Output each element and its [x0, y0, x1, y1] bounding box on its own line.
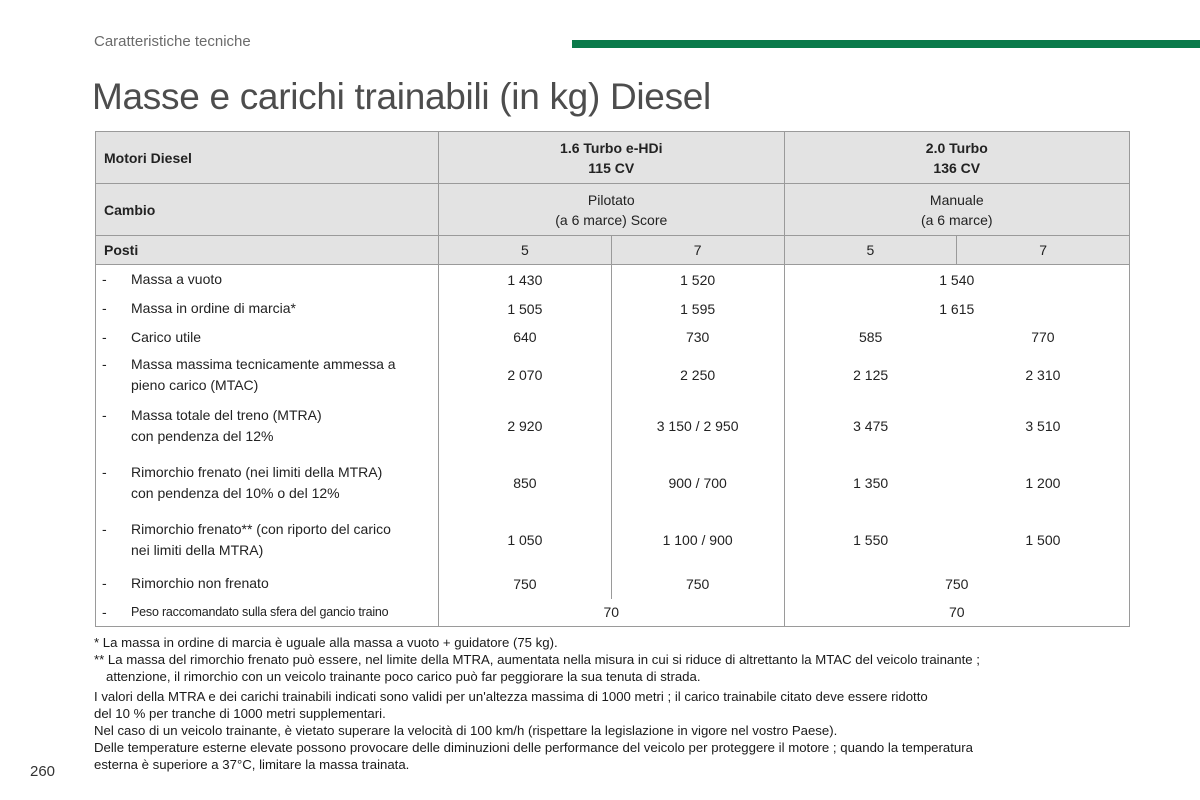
footnote-1: * La massa in ordine di marcia è uguale alla massa a vuoto + guidatore (75 kg).: [94, 635, 558, 650]
row-label: Massa a vuoto: [131, 271, 223, 288]
row-value: 1 550: [853, 532, 889, 548]
row-value: 2 070: [439, 352, 612, 398]
bullet-dash: -: [102, 575, 107, 591]
note-paragraph: Nel caso di un veicolo trainante, è vietato superare la velocità di 100 km/h (rispettare la legislazione in vigore nel vostro Paese).: [94, 723, 838, 738]
bullet-dash: -: [102, 271, 107, 288]
engine-col-1: [439, 132, 785, 184]
note-paragraph: Delle temperature esterne elevate possono provocare delle diminuzioni delle performance del veicolo per proteggere il motore ; quando la temperatura: [94, 740, 973, 755]
row-value: 770: [957, 323, 1130, 352]
gearbox-row: [96, 184, 1130, 236]
row-label: Rimorchio frenato** (con riporto del carico: [131, 521, 391, 537]
row-value: 3 510: [957, 398, 1130, 455]
bullet-dash: -: [102, 355, 107, 372]
row-value: 750: [439, 569, 612, 599]
row-label: nei limiti della MTRA): [131, 542, 264, 558]
bullet-dash: -: [102, 328, 107, 345]
section-label: Caratteristiche tecniche: [94, 33, 251, 50]
seats-row: [96, 236, 1130, 265]
row-value: 70: [439, 599, 785, 627]
row-label: Massa in ordine di marcia*: [131, 300, 296, 316]
row-value: 1 350: [853, 475, 889, 491]
row-label: Rimorchio frenato (nei limiti della MTRA): [131, 464, 383, 480]
page-title: Masse e carichi trainabili (in kg) Diesel: [92, 76, 711, 117]
note-paragraph: del 10 % per tranche di 1000 metri supplementari.: [94, 706, 386, 721]
bullet-dash: -: [102, 300, 107, 316]
row-label: Massa totale del treno (MTRA): [131, 407, 322, 423]
engine-label: Motori Diesel: [96, 132, 439, 184]
table-row: [96, 398, 1130, 455]
gearbox-col-1: [439, 184, 785, 236]
row-label: Peso raccomandato sulla sfera del gancio traino: [131, 604, 389, 619]
row-value: 3 475: [853, 418, 889, 434]
row-value: 2 310: [957, 352, 1130, 398]
row-value: 1 520: [611, 265, 784, 295]
engine-col-2-power: 136 CV: [933, 159, 981, 176]
row-label: con pendenza del 12%: [131, 428, 274, 444]
table-row: [96, 599, 1130, 627]
row-value: 1 100 / 900: [611, 512, 784, 569]
note-paragraph: I valori della MTRA e dei carichi trainabili indicati sono validi per un'altezza massima di 1000 metri ; il carico trainabile citato deve essere ridotto: [94, 689, 928, 704]
row-label: Carico utile: [131, 328, 202, 345]
engine-row: [96, 132, 1130, 184]
row-label: con pendenza del 10% o del 12%: [131, 485, 340, 501]
row-value: 850: [439, 455, 612, 512]
row-value: 2 920: [439, 398, 612, 455]
footnote-2: ** La massa del rimorchio frenato può essere, nel limite della MTRA, aumentata nella misura in cui si riduce di altrettanto la MTAC del veicolo trainante ;: [94, 652, 980, 667]
seats-value: 7: [611, 236, 784, 265]
row-value: 1 505: [439, 295, 612, 323]
footnote-2-continued: attenzione, il rimorchio con un veicolo trainante poco carico può far peggiorare la sua tenuta di strada.: [106, 669, 701, 684]
engine-col-1-name: 1.6 Turbo e-HDi: [560, 139, 663, 156]
gearbox-col-1-detail: (a 6 marce) Score: [555, 211, 668, 228]
table-row: [96, 295, 1130, 323]
table-row: [96, 265, 1130, 295]
gearbox-col-2: [784, 184, 1130, 236]
row-value: 2 250: [611, 352, 784, 398]
seats-value: 5: [439, 236, 612, 265]
seats-label: Posti: [96, 236, 439, 265]
gearbox-label: Cambio: [96, 184, 439, 236]
seats-value: 5: [784, 236, 957, 265]
row-value: 1 430: [439, 265, 612, 295]
engine-col-2: [784, 132, 1130, 184]
gearbox-col-2-type: Manuale: [929, 191, 984, 208]
bullet-dash: -: [102, 407, 107, 423]
row-value: 1 595: [611, 295, 784, 323]
gearbox-col-2-detail: (a 6 marce): [920, 211, 993, 228]
row-value: 70: [784, 599, 1130, 627]
mass-table: [95, 131, 1130, 627]
row-value: 3 150 / 2 950: [611, 398, 784, 455]
row-label: Rimorchio non frenato: [131, 575, 269, 591]
row-value: 730: [611, 323, 784, 352]
footnotes: [94, 634, 1124, 773]
row-value: 1 500: [957, 512, 1130, 569]
page-number: 260: [30, 763, 56, 780]
seats-value: 7: [957, 236, 1130, 265]
row-value: 640: [439, 323, 612, 352]
gearbox-col-1-type: Pilotato: [587, 191, 635, 208]
table-row: [96, 352, 1130, 398]
bullet-dash: -: [102, 603, 107, 620]
engine-col-1-power: 115 CV: [588, 159, 635, 176]
row-value: 750: [784, 569, 1130, 599]
row-label: Massa massima tecnicamente ammessa a: [131, 355, 396, 372]
table-row: [96, 455, 1130, 512]
engine-col-2-name: 2.0 Turbo: [925, 139, 988, 156]
row-value: 1 050: [439, 512, 612, 569]
row-value: 585: [858, 329, 883, 345]
row-value: 900 / 700: [611, 455, 784, 512]
row-value: 1 200: [957, 455, 1130, 512]
row-value: 1 615: [784, 295, 1130, 323]
table-row: [96, 512, 1130, 569]
bullet-dash: -: [102, 464, 107, 480]
note-paragraph: esterna è superiore a 37°C, limitare la massa trainata.: [94, 757, 410, 772]
row-label: pieno carico (MTAC): [131, 376, 259, 393]
row-value: 750: [611, 569, 784, 599]
table-row: [96, 323, 1130, 352]
row-value: 1 540: [784, 265, 1130, 295]
table-row: [96, 569, 1130, 599]
bullet-dash: -: [102, 521, 107, 537]
accent-bar: [572, 40, 1200, 48]
row-value: 2 125: [853, 366, 889, 383]
